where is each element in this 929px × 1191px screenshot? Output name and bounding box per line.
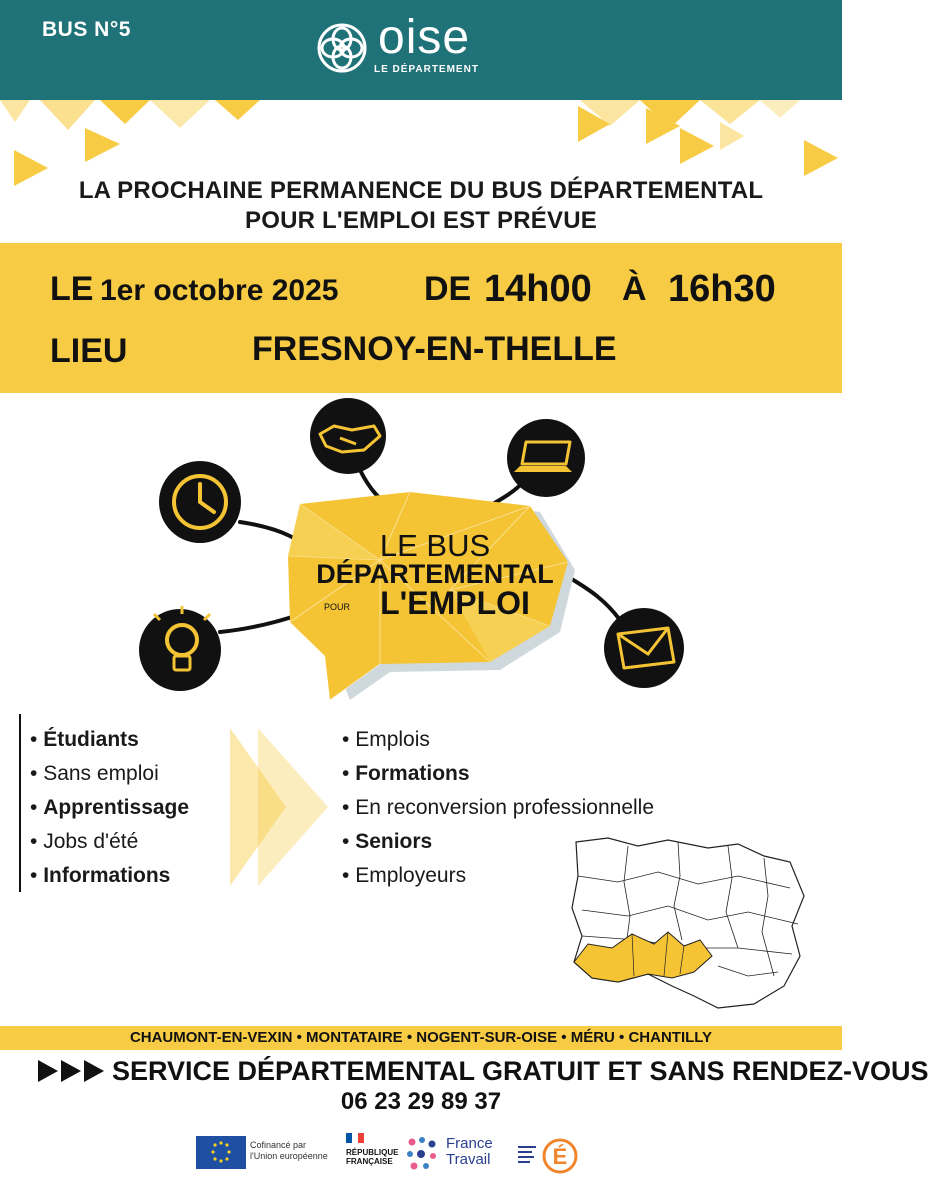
cities-band: CHAUMONT-EN-VEXIN • MONTATAIRE • NOGENT-SUR-OISE • MÉRU • CHANTILLY (0, 1026, 842, 1050)
to-label: À (622, 270, 647, 308)
intro-line-2: POUR L'EMPLOI EST PRÉVUE (245, 207, 597, 234)
eu-caption: Cofinancé par l'Union européenne (250, 1140, 328, 1161)
brand-subtitle: LE DÉPARTEMENT (374, 64, 479, 75)
bubble-pour: POUR (324, 602, 351, 612)
arrow-chevrons (230, 728, 330, 886)
oise-logo (316, 11, 506, 80)
from-label: DE (424, 270, 472, 308)
lightbulb-icon (139, 606, 221, 691)
oise-map (568, 836, 806, 1012)
intro-text (0, 176, 842, 236)
laptop-icon (507, 419, 585, 497)
republique-francaise-logo: RÉPUBLIQUE FRANÇAISE (346, 1130, 398, 1166)
list-item: • Étudiants (30, 728, 139, 751)
france-travail-dots-icon (404, 1134, 442, 1174)
marianne-flag-icon (346, 1133, 364, 1143)
svg-text:É: É (552, 1144, 568, 1169)
list-item: • Sans emploi (30, 762, 159, 785)
start-time: 14h00 (484, 268, 592, 310)
bus-number: BUS N°5 (42, 18, 131, 41)
end-time: 16h30 (668, 268, 776, 310)
list-item: • Formations (342, 762, 470, 785)
date-prefix: LE (50, 270, 94, 308)
bus-emploi-emblem (130, 400, 700, 710)
triple-arrow-icon (38, 1060, 106, 1082)
eu-logo (196, 1136, 246, 1174)
audience-list-left (30, 728, 189, 898)
e-ministry-icon (518, 1132, 578, 1178)
list-item: • Emplois (342, 728, 430, 751)
place-label: LIEU (50, 332, 128, 370)
service-text: SERVICE DÉPARTEMENTAL GRATUIT ET SANS RENDEZ-VOUS (112, 1056, 929, 1086)
list-item: • Informations (30, 864, 171, 887)
list-item: • Jobs d'été (30, 830, 139, 853)
intro-line-1: LA PROCHAINE PERMANENCE DU BUS DÉPARTEMENTAL (78, 177, 764, 204)
france-travail-name: France Travail (446, 1135, 493, 1168)
clock-icon (159, 461, 241, 543)
bubble-line-1: LE BUS (379, 528, 491, 563)
bubble-line-2: DÉPARTEMENTAL (316, 559, 554, 589)
list-separator (19, 714, 21, 892)
handshake-icon (310, 398, 386, 474)
list-item: • Apprentissage (30, 796, 190, 819)
list-item: • En reconversion professionnelle (342, 796, 655, 819)
brand-name: oise (378, 11, 471, 64)
list-item: • Seniors (342, 830, 433, 853)
list-item: • Employeurs (342, 864, 467, 887)
bubble-line-3: L'EMPLOI (380, 585, 530, 621)
education-nationale-logo (518, 1132, 578, 1183)
flower-knot-icon (316, 22, 368, 74)
event-place: FRESNOY-EN-THELLE (252, 330, 617, 368)
envelope-icon (604, 608, 684, 688)
phone-number[interactable]: 06 23 29 89 37 (340, 1088, 502, 1115)
event-date: 1er octobre 2025 (100, 274, 339, 307)
eu-flag-icon (196, 1136, 246, 1169)
